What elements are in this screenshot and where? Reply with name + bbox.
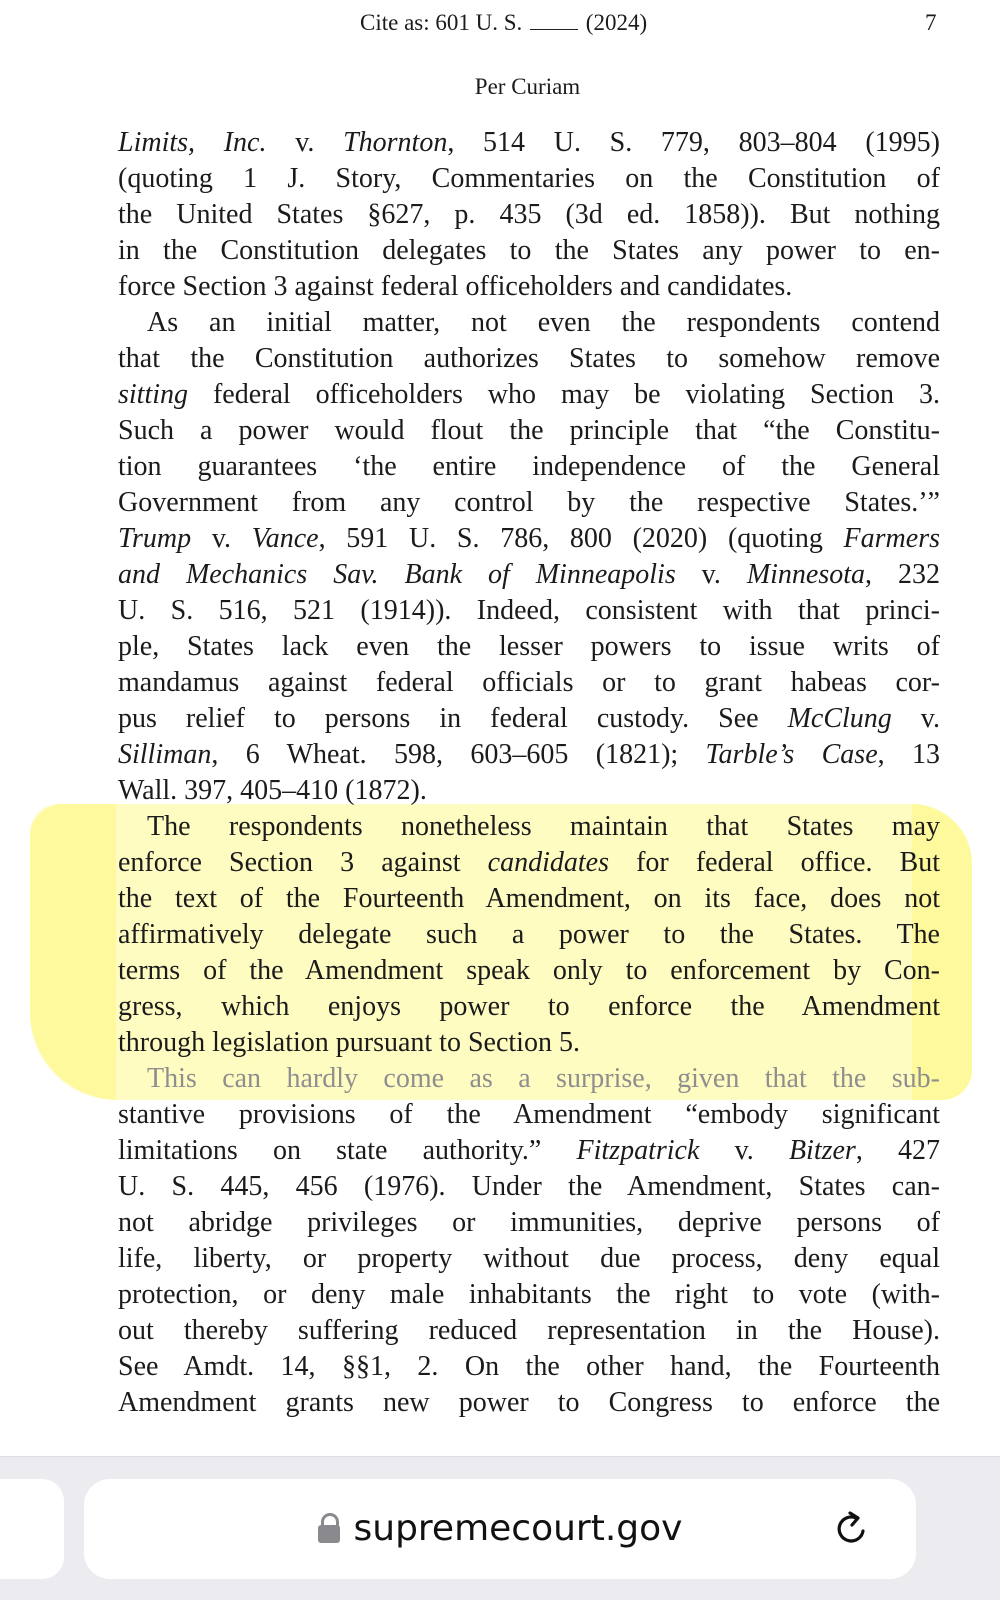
text-run: gress, which enjoys power to enforce the Amendment: [118, 990, 940, 1022]
text-line: [118, 233, 940, 269]
text-run: that the Constitution authorizes States to somehow remove: [118, 342, 940, 374]
text-run: (quoting 1 J. Story, Commentaries on the Constitution of: [118, 162, 940, 194]
browser-bottom-bar: [0, 1456, 1000, 1600]
text-line: [118, 1349, 940, 1385]
text-run: stantive provisions of the Amendment “embody significant: [118, 1098, 940, 1130]
running-head: [0, 6, 1000, 40]
text-line: [118, 521, 940, 557]
text-run: See Amdt. 14, §§1, 2. On the other hand, the Fourteenth: [118, 1350, 940, 1382]
citation: Cite as: 601 U. S. (2024): [360, 10, 648, 35]
text-run: not abridge privileges or immunities, deprive persons of: [118, 1206, 940, 1238]
text-run: v.: [191, 522, 252, 554]
text-line: [118, 197, 940, 233]
text-run: for federal office. But: [608, 846, 941, 878]
text-run: Amendment grants new power to Congress to enforce the: [118, 1386, 940, 1418]
text-line: [118, 557, 940, 593]
text-line: [118, 1205, 940, 1241]
text-line: [118, 377, 940, 413]
page-number: 7: [925, 10, 937, 35]
text-line: [118, 161, 940, 197]
text-run: , 232: [865, 558, 941, 590]
text-run: enforce Section 3 against: [118, 846, 488, 878]
text-run: the United States §627, p. 435 (3d ed. 1858)). But nothing: [118, 198, 940, 230]
url-text: supremecourt.gov: [353, 1508, 683, 1549]
text-run: life, liberty, or property without due process, deny equal: [118, 1242, 940, 1274]
italic-text: McClung: [787, 702, 892, 734]
text-run: As an initial matter, not even the respondents contend: [147, 306, 940, 338]
text-run: ple, States lack even the lesser powers to issue writs of: [118, 630, 940, 662]
italic-text: Trump: [118, 522, 192, 554]
text-run: v.: [675, 558, 747, 590]
text-run: the text of the Fourteenth Amendment, on its face, does not: [118, 882, 940, 914]
text-run: force Section 3 against federal officeholders and candidates.: [118, 270, 793, 302]
text-run: U. S. 516, 521 (1914)). Indeed, consistent with that princi-: [118, 594, 940, 626]
text-line: [118, 917, 940, 953]
text-line: [118, 341, 940, 377]
italic-text: Bitzer: [788, 1134, 856, 1166]
italic-text: Fitzpatrick: [576, 1134, 700, 1166]
text-line: [118, 269, 940, 305]
italic-text: Limits, Inc.: [118, 126, 267, 158]
text-line: [118, 1277, 940, 1313]
italic-text: Tarble’s Case: [705, 738, 878, 770]
text-run: federal officeholders who may be violating Section 3.: [188, 378, 940, 410]
text-line: [118, 1061, 940, 1097]
lock-icon: [318, 1513, 340, 1543]
text-run: The respondents nonetheless maintain that States may: [147, 810, 940, 842]
italic-text: Vance: [251, 522, 319, 554]
text-run: limitations on state authority.”: [118, 1134, 577, 1166]
text-run: pus relief to persons in federal custody. See: [118, 702, 788, 734]
italic-text: Farmers: [843, 522, 940, 554]
text-line: [118, 125, 940, 161]
text-run: Wall. 397, 405–410 (1872).: [118, 774, 427, 806]
text-line: [118, 1169, 940, 1205]
text-line: [118, 1241, 940, 1277]
text-run: , 13: [877, 738, 941, 770]
text-line: [118, 845, 940, 881]
text-run: Government from any control by the respective States.’”: [118, 486, 940, 518]
text-line: [118, 413, 940, 449]
text-run: v.: [699, 1134, 789, 1166]
text-run: , 427: [855, 1134, 941, 1166]
text-run: tion guarantees ‘the entire independence of the General: [118, 450, 940, 482]
address-bar[interactable]: [84, 1479, 916, 1579]
previous-tab-preview[interactable]: [0, 1479, 64, 1579]
text-line: [118, 485, 940, 521]
text-line: [118, 1025, 940, 1061]
italic-text: Minnesota: [746, 558, 866, 590]
address-content: [84, 1479, 916, 1579]
text-run: mandamus against federal officials or to grant habeas cor-: [118, 666, 940, 698]
text-run: terms of the Amendment speak only to enforcement by Con-: [118, 954, 940, 986]
text-line: [118, 881, 940, 917]
text-run: , 591 U. S. 786, 800 (2020) (quoting: [318, 522, 844, 554]
text-line: [118, 629, 940, 665]
text-run: protection, or deny male inhabitants the right to vote (with-: [118, 1278, 940, 1310]
text-line: [118, 773, 940, 809]
text-run: , 514 U. S. 779, 803–804 (1995): [447, 126, 940, 158]
text-run: , 6 Wheat. 598, 603–605 (1821);: [211, 738, 706, 770]
text-run: through legislation pursuant to Section 5.: [118, 1026, 580, 1058]
reload-icon[interactable]: [832, 1509, 872, 1549]
text-run: in the Constitution delegates to the States any power to en-: [118, 234, 940, 266]
text-run: v.: [891, 702, 940, 734]
text-run: U. S. 445, 456 (1976). Under the Amendment, States can-: [118, 1170, 940, 1202]
text-run: affirmatively delegate such a power to the States. The: [118, 918, 940, 950]
text-run: v.: [266, 126, 344, 158]
text-line: [118, 1313, 940, 1349]
text-run: Such a power would flout the principle that “the Constitu-: [118, 414, 940, 446]
text-run: out thereby suffering reduced representation in the House).: [118, 1314, 940, 1346]
text-line: [118, 305, 940, 341]
text-line: [118, 1385, 940, 1421]
text-line: [118, 989, 940, 1025]
text-line: [118, 953, 940, 989]
text-line: [118, 1097, 940, 1133]
text-line: [118, 809, 940, 845]
citation-blank: [530, 11, 578, 30]
section-label: Per Curiam: [474, 74, 581, 99]
italic-text: candidates: [487, 846, 609, 878]
text-line: [118, 701, 940, 737]
italic-text: sitting: [118, 378, 189, 410]
italic-text: and Mechanics Sav. Bank of Minneapolis: [118, 558, 676, 590]
italic-text: Silliman: [118, 738, 212, 770]
text-line: [118, 665, 940, 701]
text-run: This can hardly come as a surprise, given that the sub-: [147, 1062, 940, 1094]
text-line: [118, 1133, 940, 1169]
text-line: [118, 737, 940, 773]
text-line: [118, 593, 940, 629]
italic-text: Thornton: [343, 126, 448, 158]
text-line: [118, 449, 940, 485]
opinion-text: [118, 125, 940, 1421]
